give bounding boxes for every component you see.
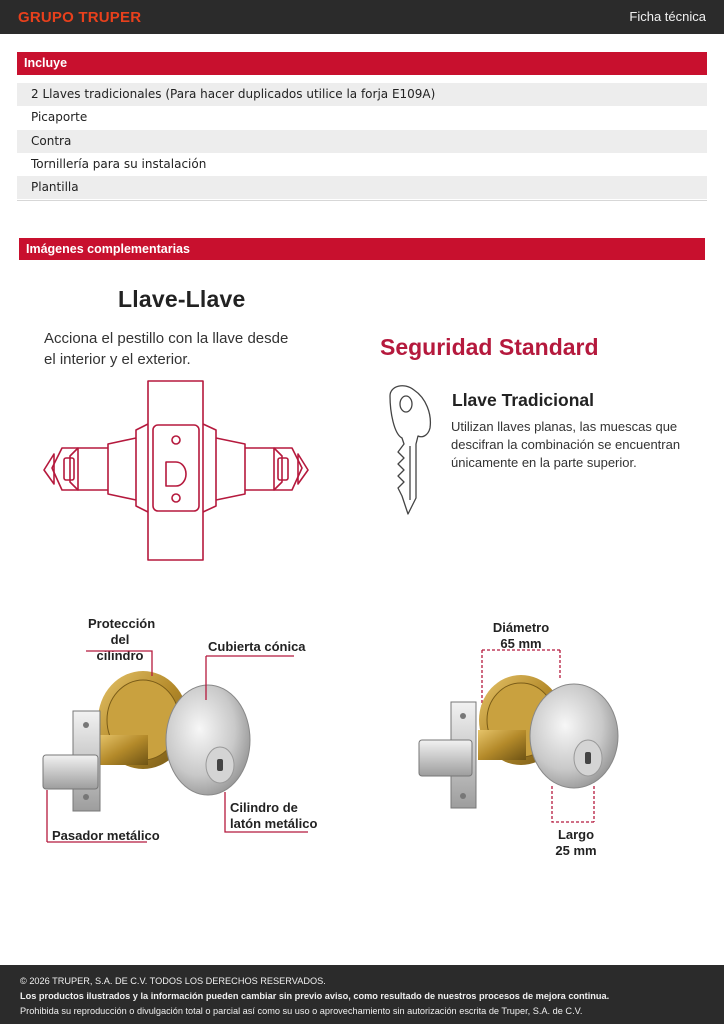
list-item: Contra <box>17 130 707 153</box>
llave-llave-title: Llave-Llave <box>118 286 246 312</box>
footer-notice: Los productos ilustrados y la información pueden cambiar sin previo aviso, como resultado de nuestros procesos de mejora continua. <box>20 991 610 1001</box>
diametro-value: 65 mm <box>500 636 542 651</box>
footer-copyright: © 2026 TRUPER, S.A. DE C.V. TODOS LOS DERECHOS RESERVADOS. <box>20 976 326 986</box>
brand-logo: GRUPO TRUPER <box>18 9 142 26</box>
label-pasador-metalico: Pasador metálico <box>52 828 160 843</box>
label-cubierta-conica: Cubierta cónica <box>208 639 306 654</box>
list-item: Plantilla <box>17 176 707 199</box>
label-cilindro-laton: Cilindro de latón metálico <box>230 800 318 831</box>
footer <box>0 965 724 1024</box>
largo-label: Largo <box>557 827 595 842</box>
largo-value: 25 mm <box>555 843 597 858</box>
llave-tradicional-title: Llave Tradicional <box>452 390 594 410</box>
section-title-incluye: Incluye <box>17 52 707 75</box>
diametro-label: Diámetro <box>492 620 550 635</box>
llave-tradicional-description: Utilizan llaves planas, las muescas que descifran la combinación se encuentran únicamente en la parte superior. <box>451 419 681 470</box>
seguridad-title: Seguridad Standard <box>380 334 599 360</box>
label-proteccion-cilindro: Protección del cilindro <box>88 616 156 663</box>
label-largo <box>551 827 601 859</box>
list-item: 2 Llaves tradicionales (Para hacer duplicados utilice la forja E109A) <box>17 83 707 106</box>
list-item: Picaporte <box>17 106 707 129</box>
deadbolt-dimensions-image <box>416 660 626 820</box>
llave-llave-description: Acciona el pestillo con la llave desde el interior y el exterior. <box>44 330 289 368</box>
label-diametro <box>489 620 553 652</box>
list-item: Tornillería para su instalación <box>17 153 707 176</box>
document-type: Ficha técnica <box>629 9 706 24</box>
section-title-imagenes: Imágenes complementarias <box>19 238 705 260</box>
footer-prohibition: Prohibida su reproducción o divulgación total o parcial así como su uso o aprovechamiento sin autorización escrita de Truper, S.A. de C.V. <box>20 1006 583 1016</box>
